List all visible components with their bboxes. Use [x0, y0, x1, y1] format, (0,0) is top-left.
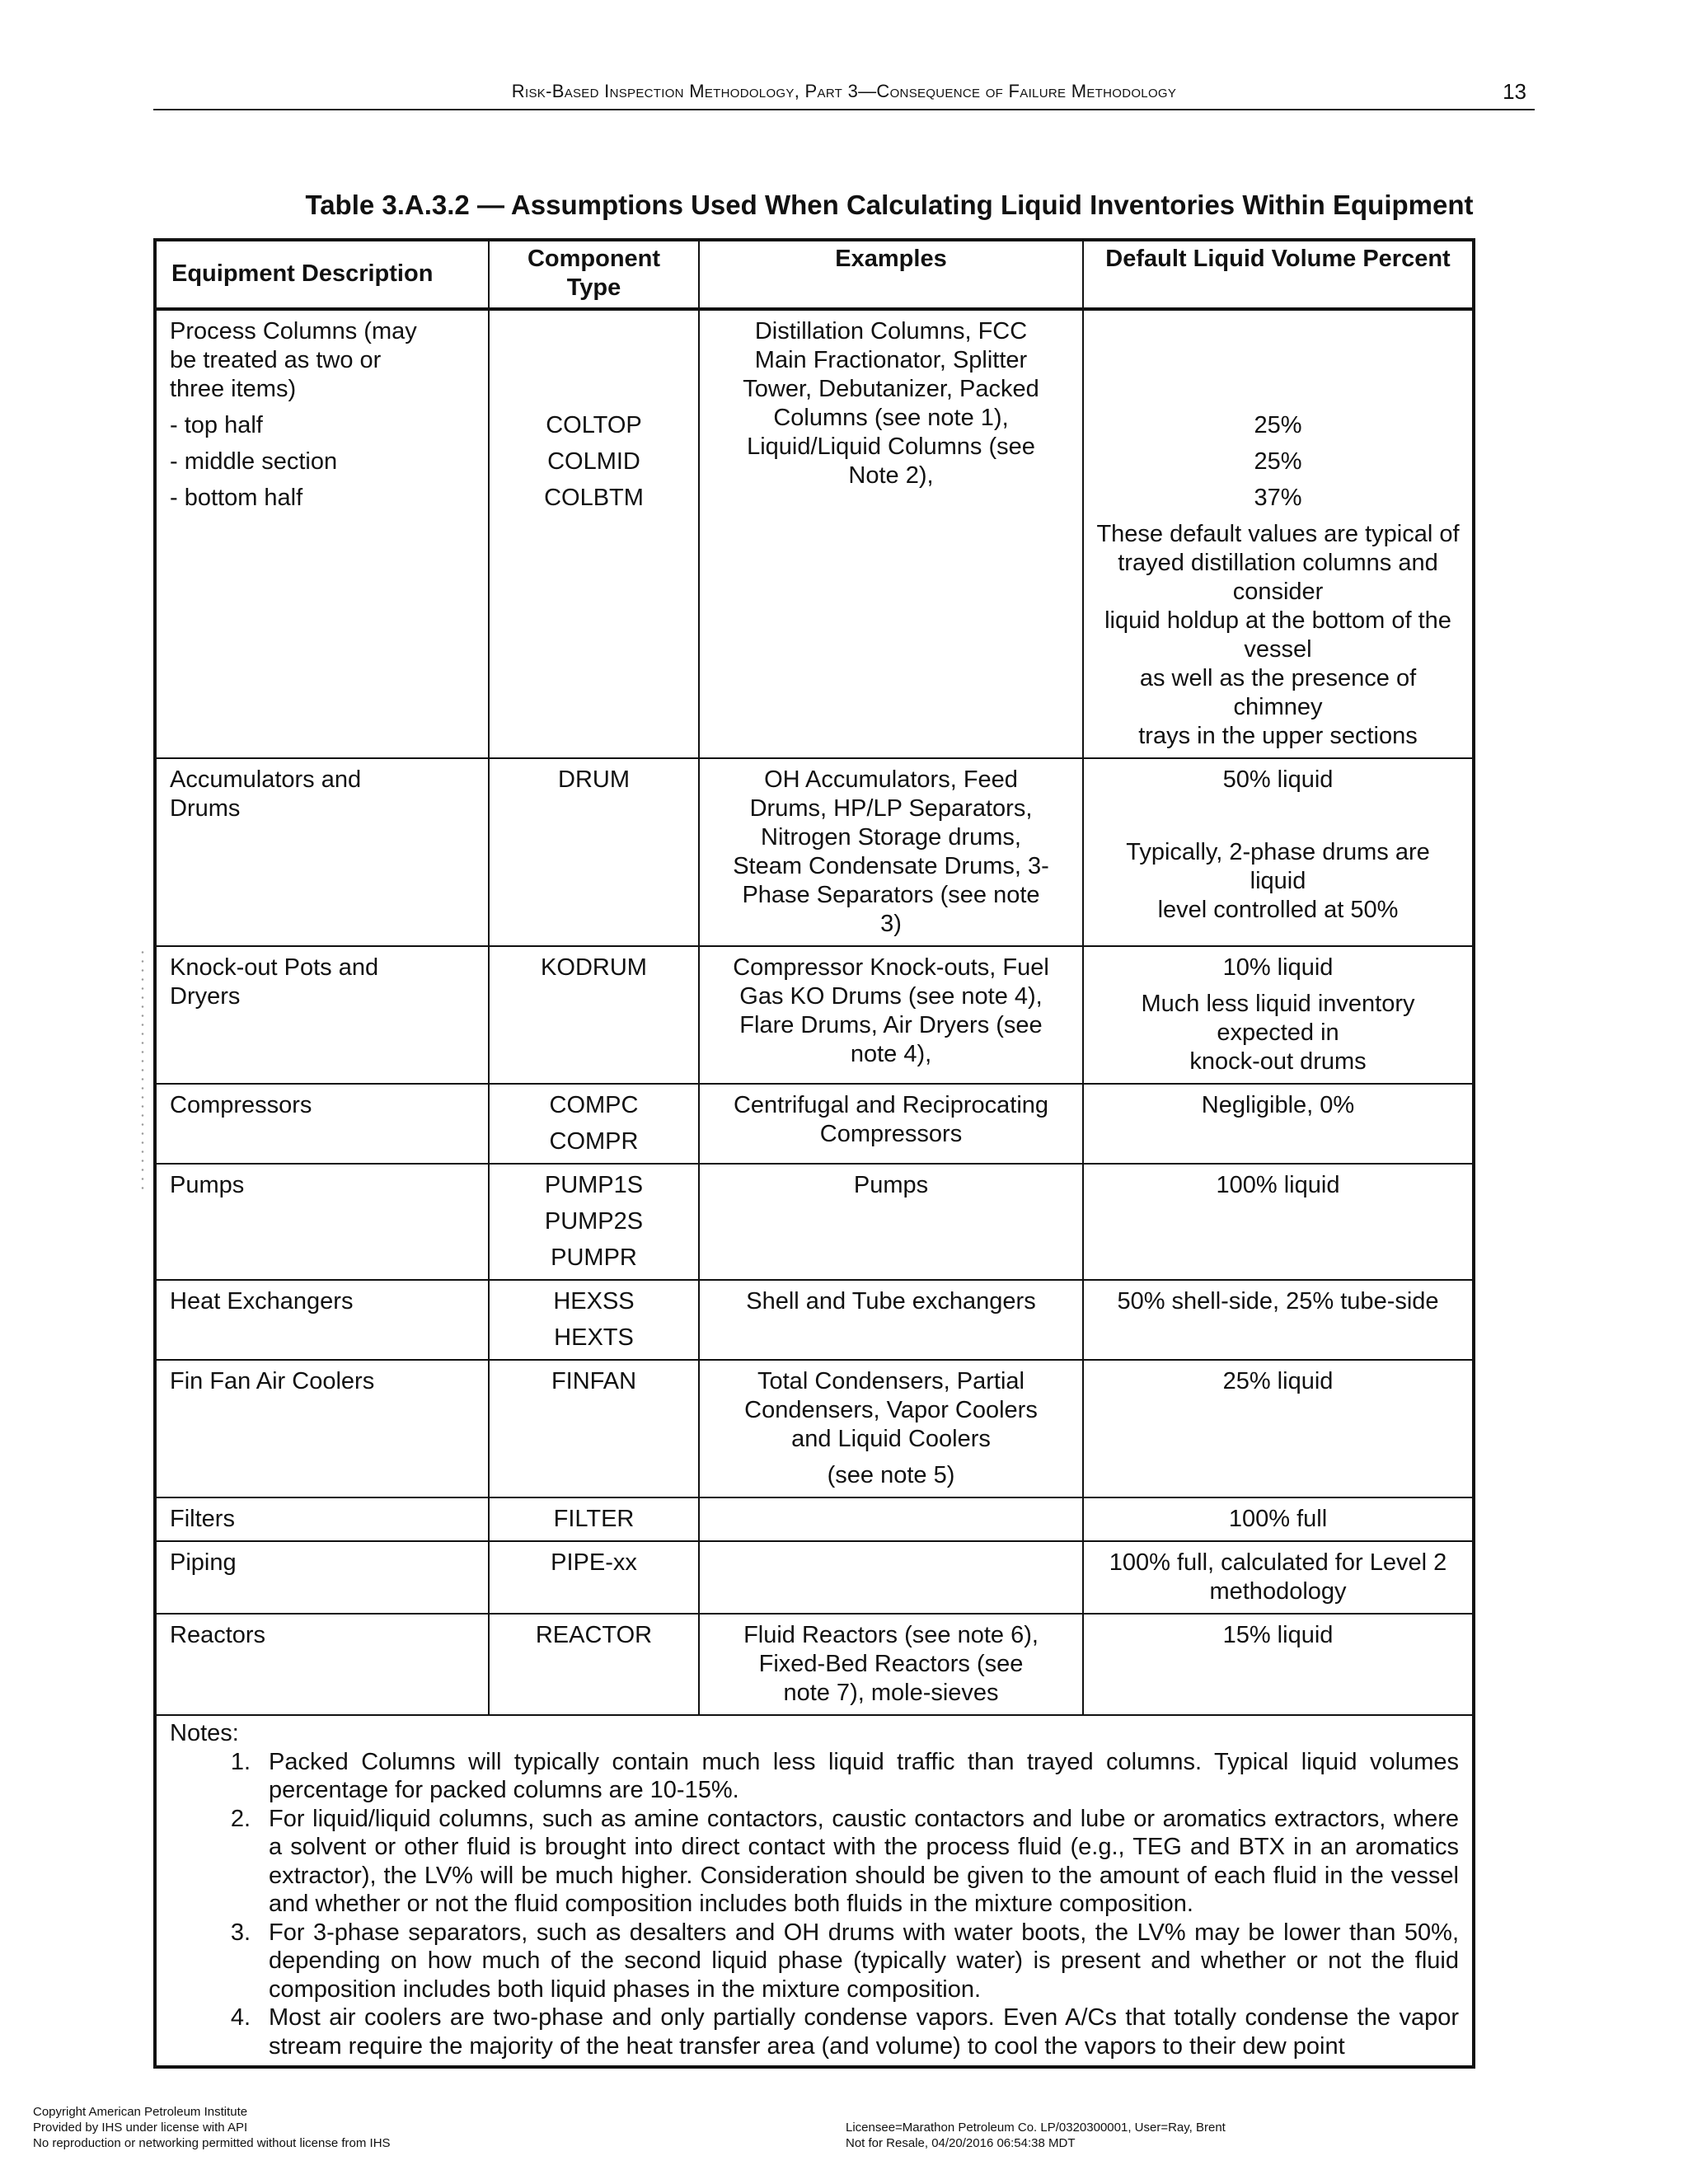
cell-description: Reactors	[155, 1614, 489, 1715]
note-item: 4. Most air coolers are two-phase and only partially condense vapors. Even A/Cs that totally condense the vapor stream require the majority of the heat transfer area (and volume) to cool the vapors to their dew point	[230, 2004, 1459, 2060]
cell-description: Process Columns (may be treated as two or three items) - top half - middle section - bottom half	[155, 309, 489, 758]
cell-component-type: FINFAN	[489, 1360, 699, 1497]
table-row-notes	[155, 1715, 1474, 2067]
cell-default-lv: 100% liquid	[1083, 1164, 1474, 1280]
cell-examples	[699, 1541, 1083, 1614]
notes-cell	[155, 1715, 1474, 2067]
table-row-accumulators	[155, 758, 1474, 946]
header-title: Risk-Based Inspection Methodology, Part 3—Consequence of Failure Methodology	[511, 81, 1177, 101]
col-header-default-lv: Default Liquid Volume Percent	[1083, 240, 1474, 309]
cell-examples: Compressor Knock-outs, Fuel Gas KO Drums (see note 4), Flare Drums, Air Dryers (see note 4),	[699, 946, 1083, 1084]
cell-default-lv: 50% shell-side, 25% tube-side	[1083, 1280, 1474, 1360]
table-row-reactors	[155, 1614, 1474, 1715]
notes-list	[170, 1748, 1459, 2061]
cell-default-lv: 10% liquid Much less liquid inventory expected in knock-out drums	[1083, 946, 1474, 1084]
cell-default-lv: 25% 25% 37% These default values are typical of trayed distillation columns and consider liquid holdup at the bottom of the vessel as well as the presence of chimney trays in the upper sections	[1083, 309, 1474, 758]
col-header-examples: Examples	[699, 240, 1083, 309]
cell-examples: Pumps	[699, 1164, 1083, 1280]
col-header-component-type: Component Type	[489, 240, 699, 309]
table-row-filters	[155, 1497, 1474, 1541]
cell-default-lv: 25% liquid	[1083, 1360, 1474, 1497]
cell-description: Heat Exchangers	[155, 1280, 489, 1360]
table-row-heat-exchangers	[155, 1280, 1474, 1360]
cell-examples: Fluid Reactors (see note 6), Fixed-Bed Reactors (see note 7), mole-sieves	[699, 1614, 1083, 1715]
cell-description: Piping	[155, 1541, 489, 1614]
table-row-knockout	[155, 946, 1474, 1084]
cell-default-lv: Negligible, 0%	[1083, 1084, 1474, 1164]
cell-examples	[699, 1497, 1083, 1541]
cell-component-type: KODRUM	[489, 946, 699, 1084]
table-title: Table 3.A.3.2 — Assumptions Used When Calculating Liquid Inventories Within Equipment	[305, 190, 1474, 220]
cell-description: Compressors	[155, 1084, 489, 1164]
margin-scan-artifact	[140, 948, 145, 1195]
cell-description: Knock-out Pots and Dryers	[155, 946, 489, 1084]
cell-component-type: HEXSS HEXTS	[489, 1280, 699, 1360]
cell-description: Pumps	[155, 1164, 489, 1280]
page-number: 13	[1503, 79, 1526, 104]
cell-examples: Centrifugal and Reciprocating Compressors	[699, 1084, 1083, 1164]
cell-component-type: COLTOP COLMID COLBTM	[489, 309, 699, 758]
cell-examples: OH Accumulators, Feed Drums, HP/LP Separators, Nitrogen Storage drums, Steam Condensate Drums, 3- Phase Separators (see note 3)	[699, 758, 1083, 946]
col-header-equipment: Equipment Description	[155, 240, 489, 309]
table-row-fin-fan	[155, 1360, 1474, 1497]
cell-description: Fin Fan Air Coolers	[155, 1360, 489, 1497]
cell-description: Filters	[155, 1497, 489, 1541]
table-row-process-columns	[155, 309, 1474, 758]
cell-component-type: PIPE-xx	[489, 1541, 699, 1614]
assumptions-table	[153, 238, 1475, 2069]
table-row-compressors	[155, 1084, 1474, 1164]
note-item: 1. Packed Columns will typically contain much less liquid traffic than trayed columns. Typical liquid volumes percentage for packed columns are 10-15%.	[230, 1748, 1459, 1803]
note-item: 3. For 3-phase separators, such as desalters and OH drums with water boots, the LV% may be lower than 50%, depending on how much of the second liquid phase (typically water) is present and whether or not the fluid composition includes both liquid phases in the mixture composition.	[230, 1919, 1459, 2003]
cell-default-lv: 15% liquid	[1083, 1614, 1474, 1715]
running-header	[153, 79, 1535, 110]
cell-default-lv: 100% full, calculated for Level 2 methodology	[1083, 1541, 1474, 1614]
cell-examples: Distillation Columns, FCC Main Fractionator, Splitter Tower, Debutanizer, Packed Columns (see note 1), Liquid/Liquid Columns (see Note 2),	[699, 309, 1083, 758]
cell-component-type: DRUM	[489, 758, 699, 946]
footer-copyright: Copyright American Petroleum Institute Provided by IHS under license with API No reproduction or networking permitted without license from IHS	[33, 2105, 391, 2150]
table-header-row	[155, 240, 1474, 309]
cell-component-type: FILTER	[489, 1497, 699, 1541]
cell-examples: Total Condensers, Partial Condensers, Vapor Coolers and Liquid Coolers (see note 5)	[699, 1360, 1083, 1497]
note-item: 2. For liquid/liquid columns, such as amine contactors, caustic contactors and lube or aromatics extractors, where a solvent or other fluid is brought into direct contact with the process fluid (e.g., TEG and BTX in an aromatics extractor), the LV% will be much higher. Consideration should be given to the amount of each fluid in the vessel and whether or not the fluid composition includes both fluids in the mixture composition.	[230, 1805, 1459, 1917]
cell-component-type: PUMP1S PUMP2S PUMPR	[489, 1164, 699, 1280]
cell-component-type: REACTOR	[489, 1614, 699, 1715]
footer-license: Licensee=Marathon Petroleum Co. LP/0320300001, User=Ray, Brent Not for Resale, 04/20/2016 06:54:38 MDT	[846, 2121, 1226, 2150]
cell-description: Accumulators and Drums	[155, 758, 489, 946]
table-row-piping	[155, 1541, 1474, 1614]
table-row-pumps	[155, 1164, 1474, 1280]
notes-heading: Notes:	[170, 1720, 239, 1746]
cell-default-lv: 100% full	[1083, 1497, 1474, 1541]
cell-component-type: COMPC COMPR	[489, 1084, 699, 1164]
cell-default-lv: 50% liquid Typically, 2-phase drums are liquid level controlled at 50%	[1083, 758, 1474, 946]
cell-examples: Shell and Tube exchangers	[699, 1280, 1083, 1360]
